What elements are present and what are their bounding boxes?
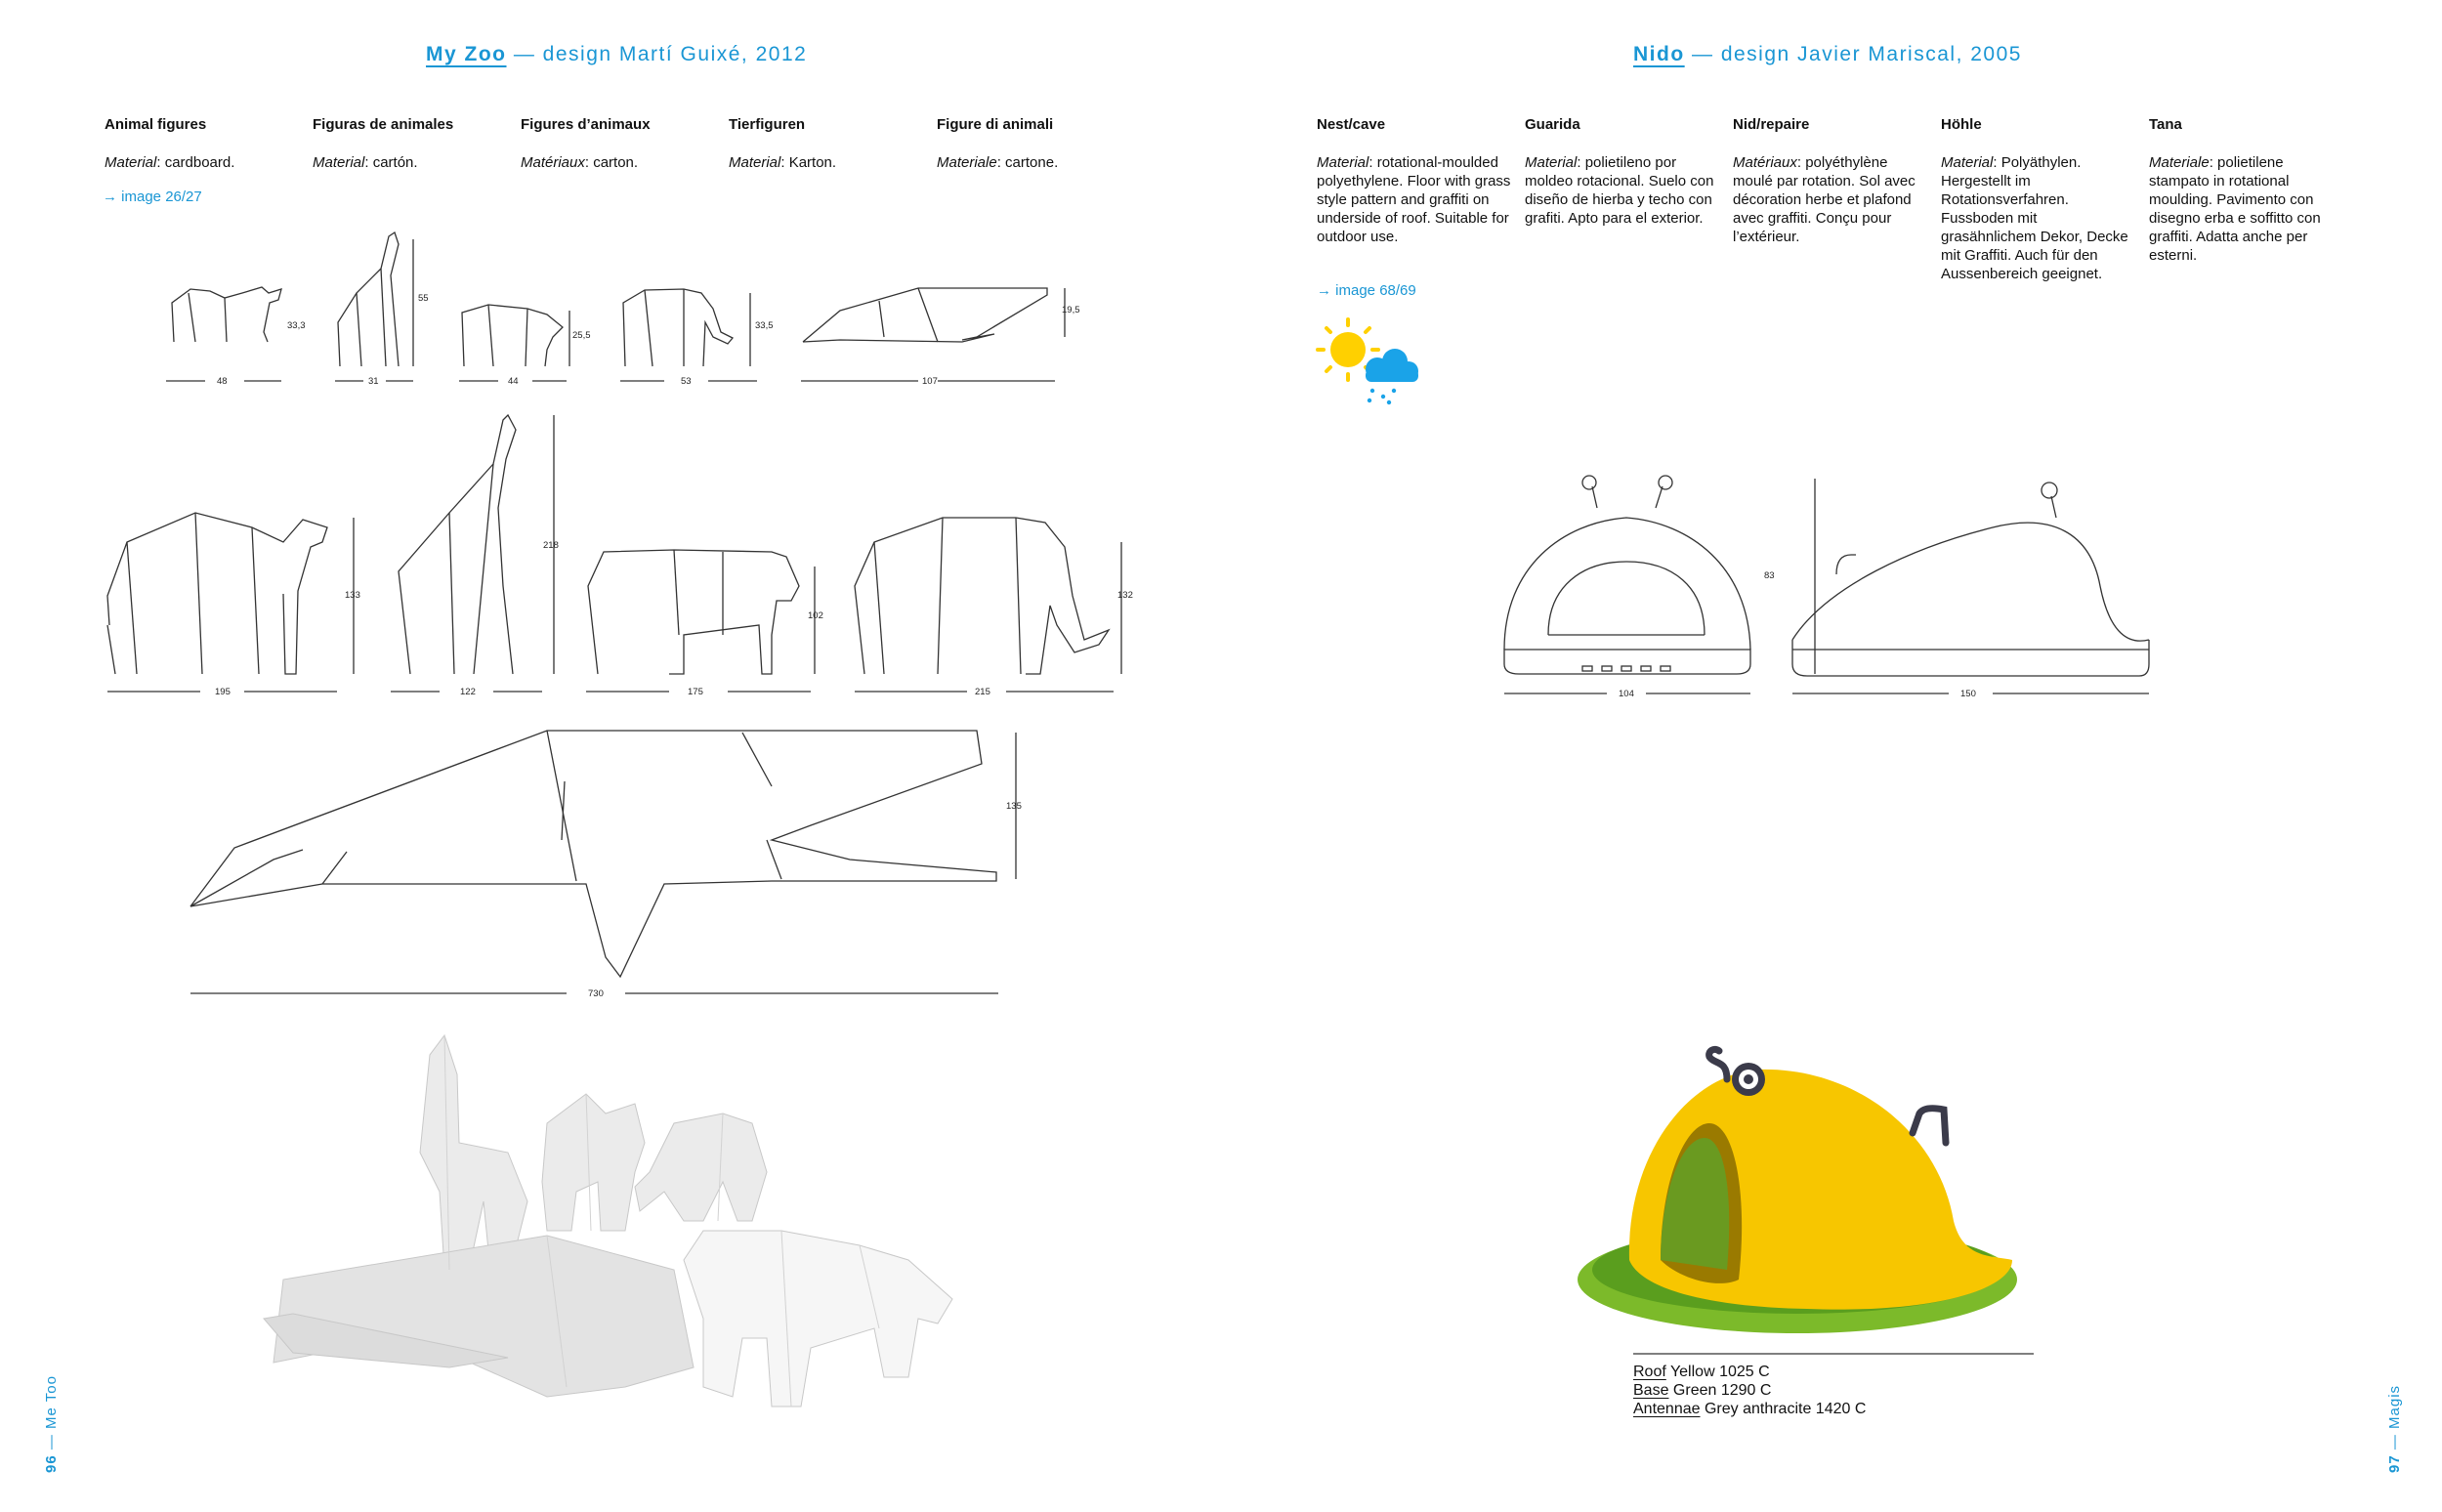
left-title-name: My Zoo <box>426 43 507 65</box>
dim-elephant-small-w: 53 <box>681 376 692 387</box>
right-col-heading: Nid/repaire <box>1733 116 1810 133</box>
color-base: Base Green 1290 C <box>1633 1382 1772 1399</box>
dim-bear-small-h: 25,5 <box>572 330 591 341</box>
dim-whale-small-h: 19,5 <box>1062 305 1080 315</box>
left-image-link[interactable]: → image 26/27 <box>103 189 202 205</box>
left-page-number: 96 <box>43 1454 60 1473</box>
right-col-material: Matériaux: polyéthylène moulé par rotation. Sol avec décoration herbe et plafond avec graffiti. Conçu pour l’extérieur. <box>1733 154 1916 245</box>
dim-giraffe-large-w: 122 <box>460 687 476 697</box>
dim-nido-side-w: 150 <box>1960 689 1976 699</box>
dim-bear-small-w: 44 <box>508 376 519 387</box>
left-col-material: Material: Karton. <box>729 154 837 171</box>
dim-whale-large-w: 730 <box>588 988 604 999</box>
dim-camel-small-h: 33,3 <box>287 320 306 331</box>
dim-camel-large-w: 195 <box>215 687 231 697</box>
left-running-head: Me Too <box>43 1375 60 1429</box>
dim-whale-small-w: 107 <box>922 376 938 387</box>
dim-camel-large-h: 133 <box>345 590 360 601</box>
left-col-heading: Animal figures <box>105 116 207 133</box>
right-col-material: Material: Polyäthylen. Hergestellt im Rotationsverfahren. Fussboden mit grasähnlichem Dekor, Decke mit Graffiti. Auch für den Aussenbereich geeignet. <box>1941 154 2128 282</box>
dim-elephant-large-w: 215 <box>975 687 990 697</box>
right-title-rest: — design Javier Mariscal, 2005 <box>1684 43 2022 65</box>
dim-giraffe-small-w: 31 <box>368 376 379 387</box>
color-roof: Roof Yellow 1025 C <box>1633 1364 1770 1380</box>
right-col-material: Material: rotational-moulded polyethylene. Floor with grass style pattern and graffiti on underside of roof. Suitable for outdoor use. <box>1317 154 1511 245</box>
right-title-name: Nido <box>1633 43 1685 65</box>
right-col-heading: Nest/cave <box>1317 116 1386 133</box>
dim-nido-h: 83 <box>1764 570 1775 581</box>
color-antennae: Antennae Grey anthracite 1420 C <box>1633 1401 1867 1417</box>
color-specification-list <box>1633 1363 1866 1418</box>
right-image-link[interactable]: → image 68/69 <box>1317 282 1416 299</box>
right-col-heading: Höhle <box>1941 116 1982 133</box>
left-title-rest: — design Martí Guixé, 2012 <box>506 43 808 65</box>
right-col-material: Materiale: polietilene stampato in rotational moulding. Pavimento con disegno erba e soffitto con graffiti. Adatta anche per esterni. <box>2149 154 2321 264</box>
right-col-heading: Guarida <box>1525 116 1580 133</box>
dim-whale-large-h: 135 <box>1006 801 1022 812</box>
right-col-material: Material: polietileno por moldeo rotacional. Suelo con diseño de hierba y techo con grafiti. Apto para el exterior. <box>1525 154 1714 227</box>
left-col-material: Material: cardboard. <box>105 154 235 171</box>
left-col-heading: Tierfiguren <box>729 116 806 133</box>
dim-nido-front-w: 104 <box>1619 689 1634 699</box>
left-folio: 96 — Me Too <box>43 1375 60 1473</box>
left-col-heading: Figuras de animales <box>313 116 454 133</box>
dim-elephant-small-h: 33,5 <box>755 320 774 331</box>
dim-bear-large-h: 102 <box>808 610 823 621</box>
left-col-heading: Figure di animali <box>937 116 1054 133</box>
left-col-material: Material: cartón. <box>313 154 418 171</box>
right-folio: 97 — Magis <box>2386 1384 2403 1473</box>
right-running-head: Magis <box>2386 1384 2403 1429</box>
left-col-heading: Figures d’animaux <box>521 116 651 133</box>
dim-bear-large-w: 175 <box>688 687 703 697</box>
left-col-material: Materiale: cartone. <box>937 154 1059 171</box>
dim-camel-small-w: 48 <box>217 376 228 387</box>
dim-giraffe-small-h: 55 <box>418 293 429 304</box>
dim-giraffe-large-h: 218 <box>543 540 559 551</box>
dim-elephant-large-h: 132 <box>1117 590 1133 601</box>
left-col-material: Matériaux: carton. <box>521 154 639 171</box>
right-col-heading: Tana <box>2149 116 2182 133</box>
right-page-number: 97 <box>2386 1454 2403 1473</box>
